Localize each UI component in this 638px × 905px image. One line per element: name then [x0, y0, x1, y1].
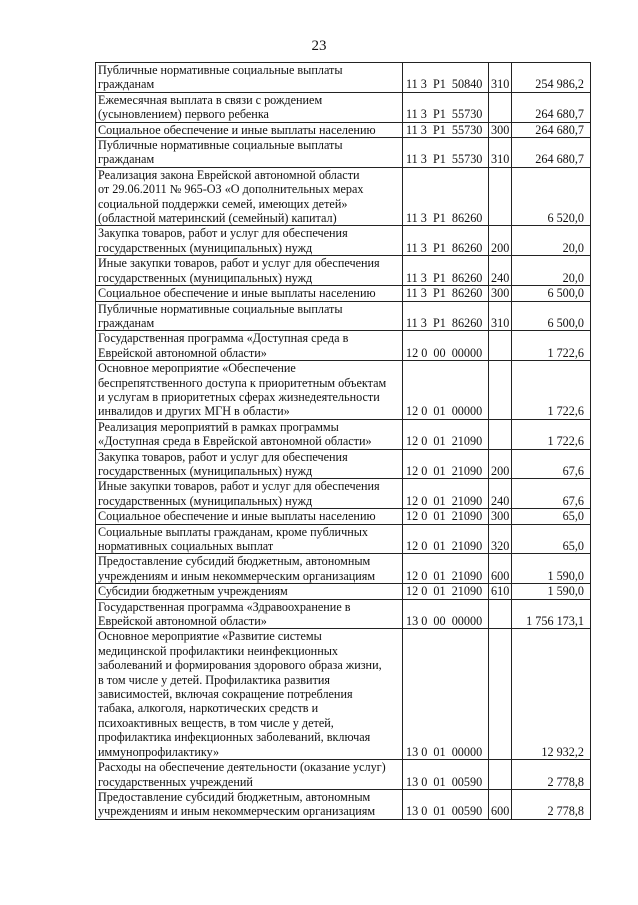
row-expense-type-code: 310 [489, 138, 512, 168]
row-target-code: 12 0 00 00000 [403, 331, 489, 361]
row-amount: 6 500,0 [512, 301, 591, 331]
row-amount: 1 590,0 [512, 554, 591, 584]
row-expense-type-code: 200 [489, 449, 512, 479]
row-expense-type-code [489, 92, 512, 122]
row-amount: 254 986,2 [512, 63, 591, 93]
table-row [96, 226, 591, 256]
row-amount: 264 680,7 [512, 138, 591, 168]
row-target-code: 11 3 P1 86260 [403, 167, 489, 226]
row-expense-type-code: 200 [489, 226, 512, 256]
row-amount: 12 932,2 [512, 629, 591, 760]
row-target-code: 13 0 01 00590 [403, 760, 489, 790]
row-expense-type-code: 240 [489, 256, 512, 286]
row-target-code: 11 3 P1 55730 [403, 92, 489, 122]
row-amount: 1 590,0 [512, 584, 591, 599]
row-expense-type-code: 310 [489, 301, 512, 331]
row-expense-type-code [489, 331, 512, 361]
row-target-code: 11 3 P1 86260 [403, 226, 489, 256]
row-expense-type-code [489, 629, 512, 760]
row-expense-type-code [489, 599, 512, 629]
row-description: Иные закупки товаров, работ и услуг для обеспечения государственных (муниципальных) нужд [96, 479, 403, 509]
row-description: Реализация мероприятий в рамках программы «Доступная среда в Еврейской автономной области» [96, 419, 403, 449]
table-row [96, 789, 591, 819]
table-row [96, 554, 591, 584]
row-description: Закупка товаров, работ и услуг для обеспечения государственных (муниципальных) нужд [96, 449, 403, 479]
row-target-code: 12 0 01 21090 [403, 554, 489, 584]
row-amount: 264 680,7 [512, 92, 591, 122]
row-target-code: 12 0 01 21090 [403, 419, 489, 449]
row-description: Предоставление субсидий бюджетным, автономным учреждениям и иным некоммерческим организациям [96, 554, 403, 584]
table-row [96, 584, 591, 599]
row-expense-type-code: 600 [489, 789, 512, 819]
row-description: Реализация закона Еврейской автономной области от 29.06.2011 № 965-ОЗ «О дополнительных мерах социальной поддержки семей, имеющих детей» (областной материнский (семейный) капитал) [96, 167, 403, 226]
row-expense-type-code: 320 [489, 524, 512, 554]
row-target-code: 12 0 01 21090 [403, 479, 489, 509]
row-target-code: 12 0 01 21090 [403, 449, 489, 479]
table-row [96, 167, 591, 226]
table-row [96, 286, 591, 301]
row-amount: 20,0 [512, 226, 591, 256]
table-row [96, 138, 591, 168]
row-amount: 1 722,6 [512, 331, 591, 361]
row-amount: 6 500,0 [512, 286, 591, 301]
row-description: Публичные нормативные социальные выплаты гражданам [96, 301, 403, 331]
row-amount: 1 722,6 [512, 419, 591, 449]
row-expense-type-code: 310 [489, 63, 512, 93]
row-target-code: 12 0 01 21090 [403, 509, 489, 524]
table-row [96, 92, 591, 122]
row-amount: 264 680,7 [512, 122, 591, 137]
budget-table-body [96, 63, 591, 820]
row-expense-type-code [489, 760, 512, 790]
row-amount: 1 756 173,1 [512, 599, 591, 629]
table-row [96, 331, 591, 361]
row-expense-type-code: 300 [489, 509, 512, 524]
row-description: Предоставление субсидий бюджетным, автономным учреждениям и иным некоммерческим организациям [96, 789, 403, 819]
row-description: Расходы на обеспечение деятельности (оказание услуг) государственных учреждений [96, 760, 403, 790]
row-amount: 65,0 [512, 524, 591, 554]
row-target-code: 11 3 P1 55730 [403, 122, 489, 137]
table-row [96, 760, 591, 790]
table-row [96, 301, 591, 331]
page-number: 23 [311, 38, 327, 54]
row-target-code: 11 3 P1 86260 [403, 301, 489, 331]
row-target-code: 11 3 P1 55730 [403, 138, 489, 168]
row-target-code: 13 0 00 00000 [403, 599, 489, 629]
row-amount: 6 520,0 [512, 167, 591, 226]
table-row [96, 629, 591, 760]
row-description: Иные закупки товаров, работ и услуг для обеспечения государственных (муниципальных) нужд [96, 256, 403, 286]
table-row [96, 509, 591, 524]
row-expense-type-code [489, 167, 512, 226]
row-amount: 1 722,6 [512, 361, 591, 420]
row-description: Публичные нормативные социальные выплаты гражданам [96, 138, 403, 168]
row-expense-type-code: 600 [489, 554, 512, 584]
row-description: Субсидии бюджетным учреждениям [96, 584, 403, 599]
row-description: Социальное обеспечение и иные выплаты населению [96, 122, 403, 137]
row-target-code: 11 3 P1 50840 [403, 63, 489, 93]
table-row [96, 524, 591, 554]
row-target-code: 13 0 01 00000 [403, 629, 489, 760]
row-description: Государственная программа «Здравоохранение в Еврейской автономной области» [96, 599, 403, 629]
table-row [96, 122, 591, 137]
row-amount: 2 778,8 [512, 760, 591, 790]
table-row [96, 449, 591, 479]
row-description: Закупка товаров, работ и услуг для обеспечения государственных (муниципальных) нужд [96, 226, 403, 256]
table-row [96, 479, 591, 509]
row-description: Государственная программа «Доступная среда в Еврейской автономной области» [96, 331, 403, 361]
row-expense-type-code: 240 [489, 479, 512, 509]
row-description: Социальное обеспечение и иные выплаты населению [96, 509, 403, 524]
row-description: Ежемесячная выплата в связи с рождением (усыновлением) первого ребенка [96, 92, 403, 122]
row-expense-type-code [489, 419, 512, 449]
row-amount: 20,0 [512, 256, 591, 286]
row-expense-type-code [489, 361, 512, 420]
row-target-code: 11 3 P1 86260 [403, 286, 489, 301]
row-amount: 67,6 [512, 479, 591, 509]
table-row [96, 361, 591, 420]
row-amount: 65,0 [512, 509, 591, 524]
row-expense-type-code: 300 [489, 122, 512, 137]
row-description: Социальные выплаты гражданам, кроме публичных нормативных социальных выплат [96, 524, 403, 554]
row-target-code: 13 0 01 00590 [403, 789, 489, 819]
table-row [96, 419, 591, 449]
table-row [96, 256, 591, 286]
row-description: Основное мероприятие «Развитие системы медицинской профилактики неинфекционных заболеваний и формирования здорового образа жизни, в том числе у детей. Профилактика развития зависимостей, включая сокращение потребления табака, алкоголя, наркотических средств и психоактивных веществ, в том числе у детей, профилактика инфекционных заболеваний, включая иммунопрофилактику» [96, 629, 403, 760]
table-row [96, 63, 591, 93]
row-target-code: 12 0 01 00000 [403, 361, 489, 420]
row-target-code: 11 3 P1 86260 [403, 256, 489, 286]
row-description: Социальное обеспечение и иные выплаты населению [96, 286, 403, 301]
row-target-code: 12 0 01 21090 [403, 584, 489, 599]
row-target-code: 12 0 01 21090 [403, 524, 489, 554]
row-description: Публичные нормативные социальные выплаты гражданам [96, 63, 403, 93]
row-description: Основное мероприятие «Обеспечение беспрепятственного доступа к приоритетным объектам и услугам в приоритетных сферах жизнедеятельности инвалидов и других МГН в области» [96, 361, 403, 420]
table-row [96, 599, 591, 629]
row-expense-type-code: 300 [489, 286, 512, 301]
budget-table [95, 62, 591, 820]
row-expense-type-code: 610 [489, 584, 512, 599]
row-amount: 67,6 [512, 449, 591, 479]
row-amount: 2 778,8 [512, 789, 591, 819]
